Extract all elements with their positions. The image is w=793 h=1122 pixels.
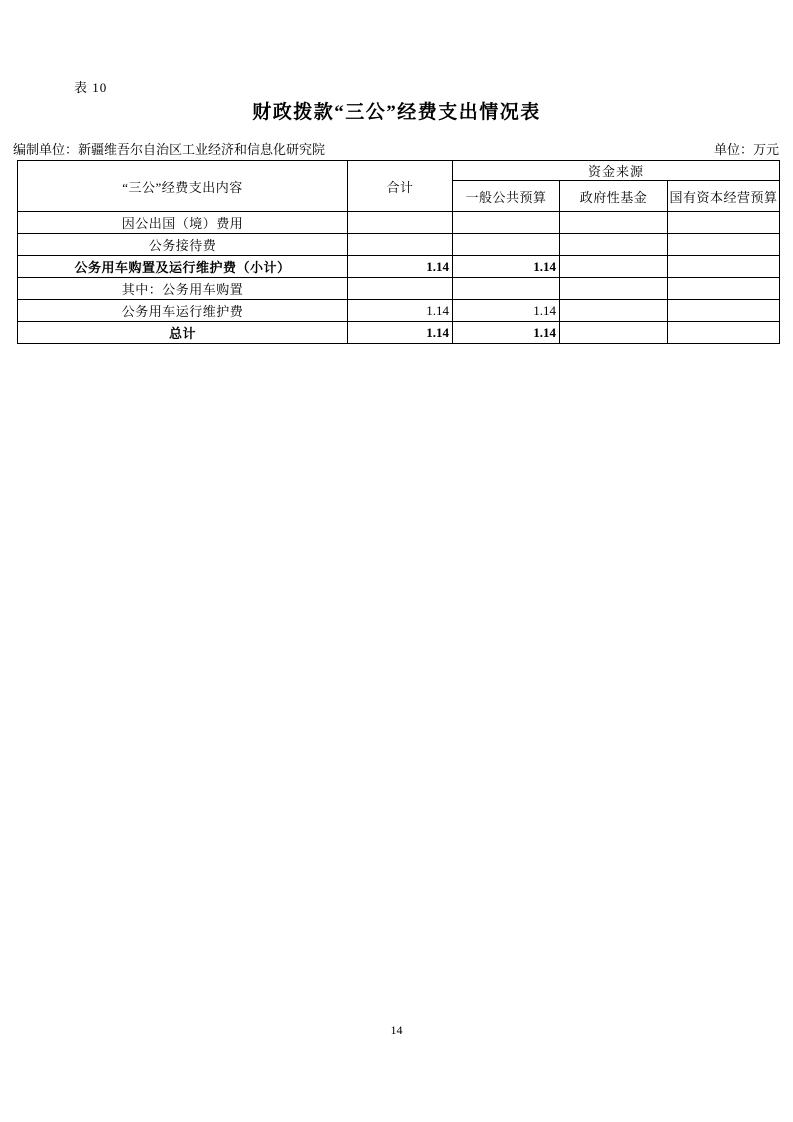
row-label: 公务用车购置及运行维护费（小计） xyxy=(18,256,348,278)
row-government-fund-value xyxy=(560,256,668,278)
expense-table xyxy=(17,160,780,344)
row-state-capital-budget-value xyxy=(668,234,780,256)
row-government-fund-value xyxy=(560,300,668,322)
header-government-fund: 政府性基金 xyxy=(560,181,668,212)
row-label: 其中：公务用车购置 xyxy=(18,278,348,300)
row-state-capital-budget-value xyxy=(668,322,780,344)
page-number: 14 xyxy=(390,1023,403,1037)
row-state-capital-budget-value xyxy=(668,300,780,322)
row-label: 公务用车运行维护费 xyxy=(18,300,348,322)
header-content-col: “三公”经费支出内容 xyxy=(18,161,348,212)
row-state-capital-budget-value xyxy=(668,278,780,300)
header-row-top xyxy=(18,161,780,181)
prepared-by-label: 编制单位：新疆维吾尔自治区工业经济和信息化研究院 xyxy=(13,142,326,157)
row-general-public-budget-value xyxy=(453,278,560,300)
row-state-capital-budget-value xyxy=(668,212,780,234)
row-label: 总计 xyxy=(18,322,348,344)
row-total-value xyxy=(348,234,453,256)
table-row-subtotal xyxy=(18,256,780,278)
table-row xyxy=(18,300,780,322)
unit-label: 单位：万元 xyxy=(713,142,779,157)
table-row xyxy=(18,212,780,234)
row-total-value: 1.14 xyxy=(348,300,453,322)
header-general-public-budget: 一般公共预算 xyxy=(453,181,560,212)
row-label: 公务接待费 xyxy=(18,234,348,256)
row-total-value xyxy=(348,212,453,234)
row-government-fund-value xyxy=(560,278,668,300)
row-general-public-budget-value xyxy=(453,212,560,234)
header-funding-source: 资金来源 xyxy=(453,161,780,181)
row-label: 因公出国（境）费用 xyxy=(18,212,348,234)
row-general-public-budget-value xyxy=(453,234,560,256)
page-title: 财政拨款“三公”经费支出情况表 xyxy=(252,102,541,123)
table-meta-row xyxy=(13,139,779,158)
row-total-value xyxy=(348,278,453,300)
header-total-col: 合计 xyxy=(348,161,453,212)
row-general-public-budget-value: 1.14 xyxy=(453,256,560,278)
row-total-value: 1.14 xyxy=(348,256,453,278)
table-row xyxy=(18,234,780,256)
table-row xyxy=(18,278,780,300)
row-general-public-budget-value: 1.14 xyxy=(453,322,560,344)
row-general-public-budget-value: 1.14 xyxy=(453,300,560,322)
table-row-grand-total xyxy=(18,322,780,344)
row-government-fund-value xyxy=(560,212,668,234)
row-total-value: 1.14 xyxy=(348,322,453,344)
table-tag: 表 10 xyxy=(74,80,108,95)
row-state-capital-budget-value xyxy=(668,256,780,278)
row-government-fund-value xyxy=(560,322,668,344)
row-government-fund-value xyxy=(560,234,668,256)
header-state-capital-budget: 国有资本经营预算 xyxy=(668,181,780,212)
